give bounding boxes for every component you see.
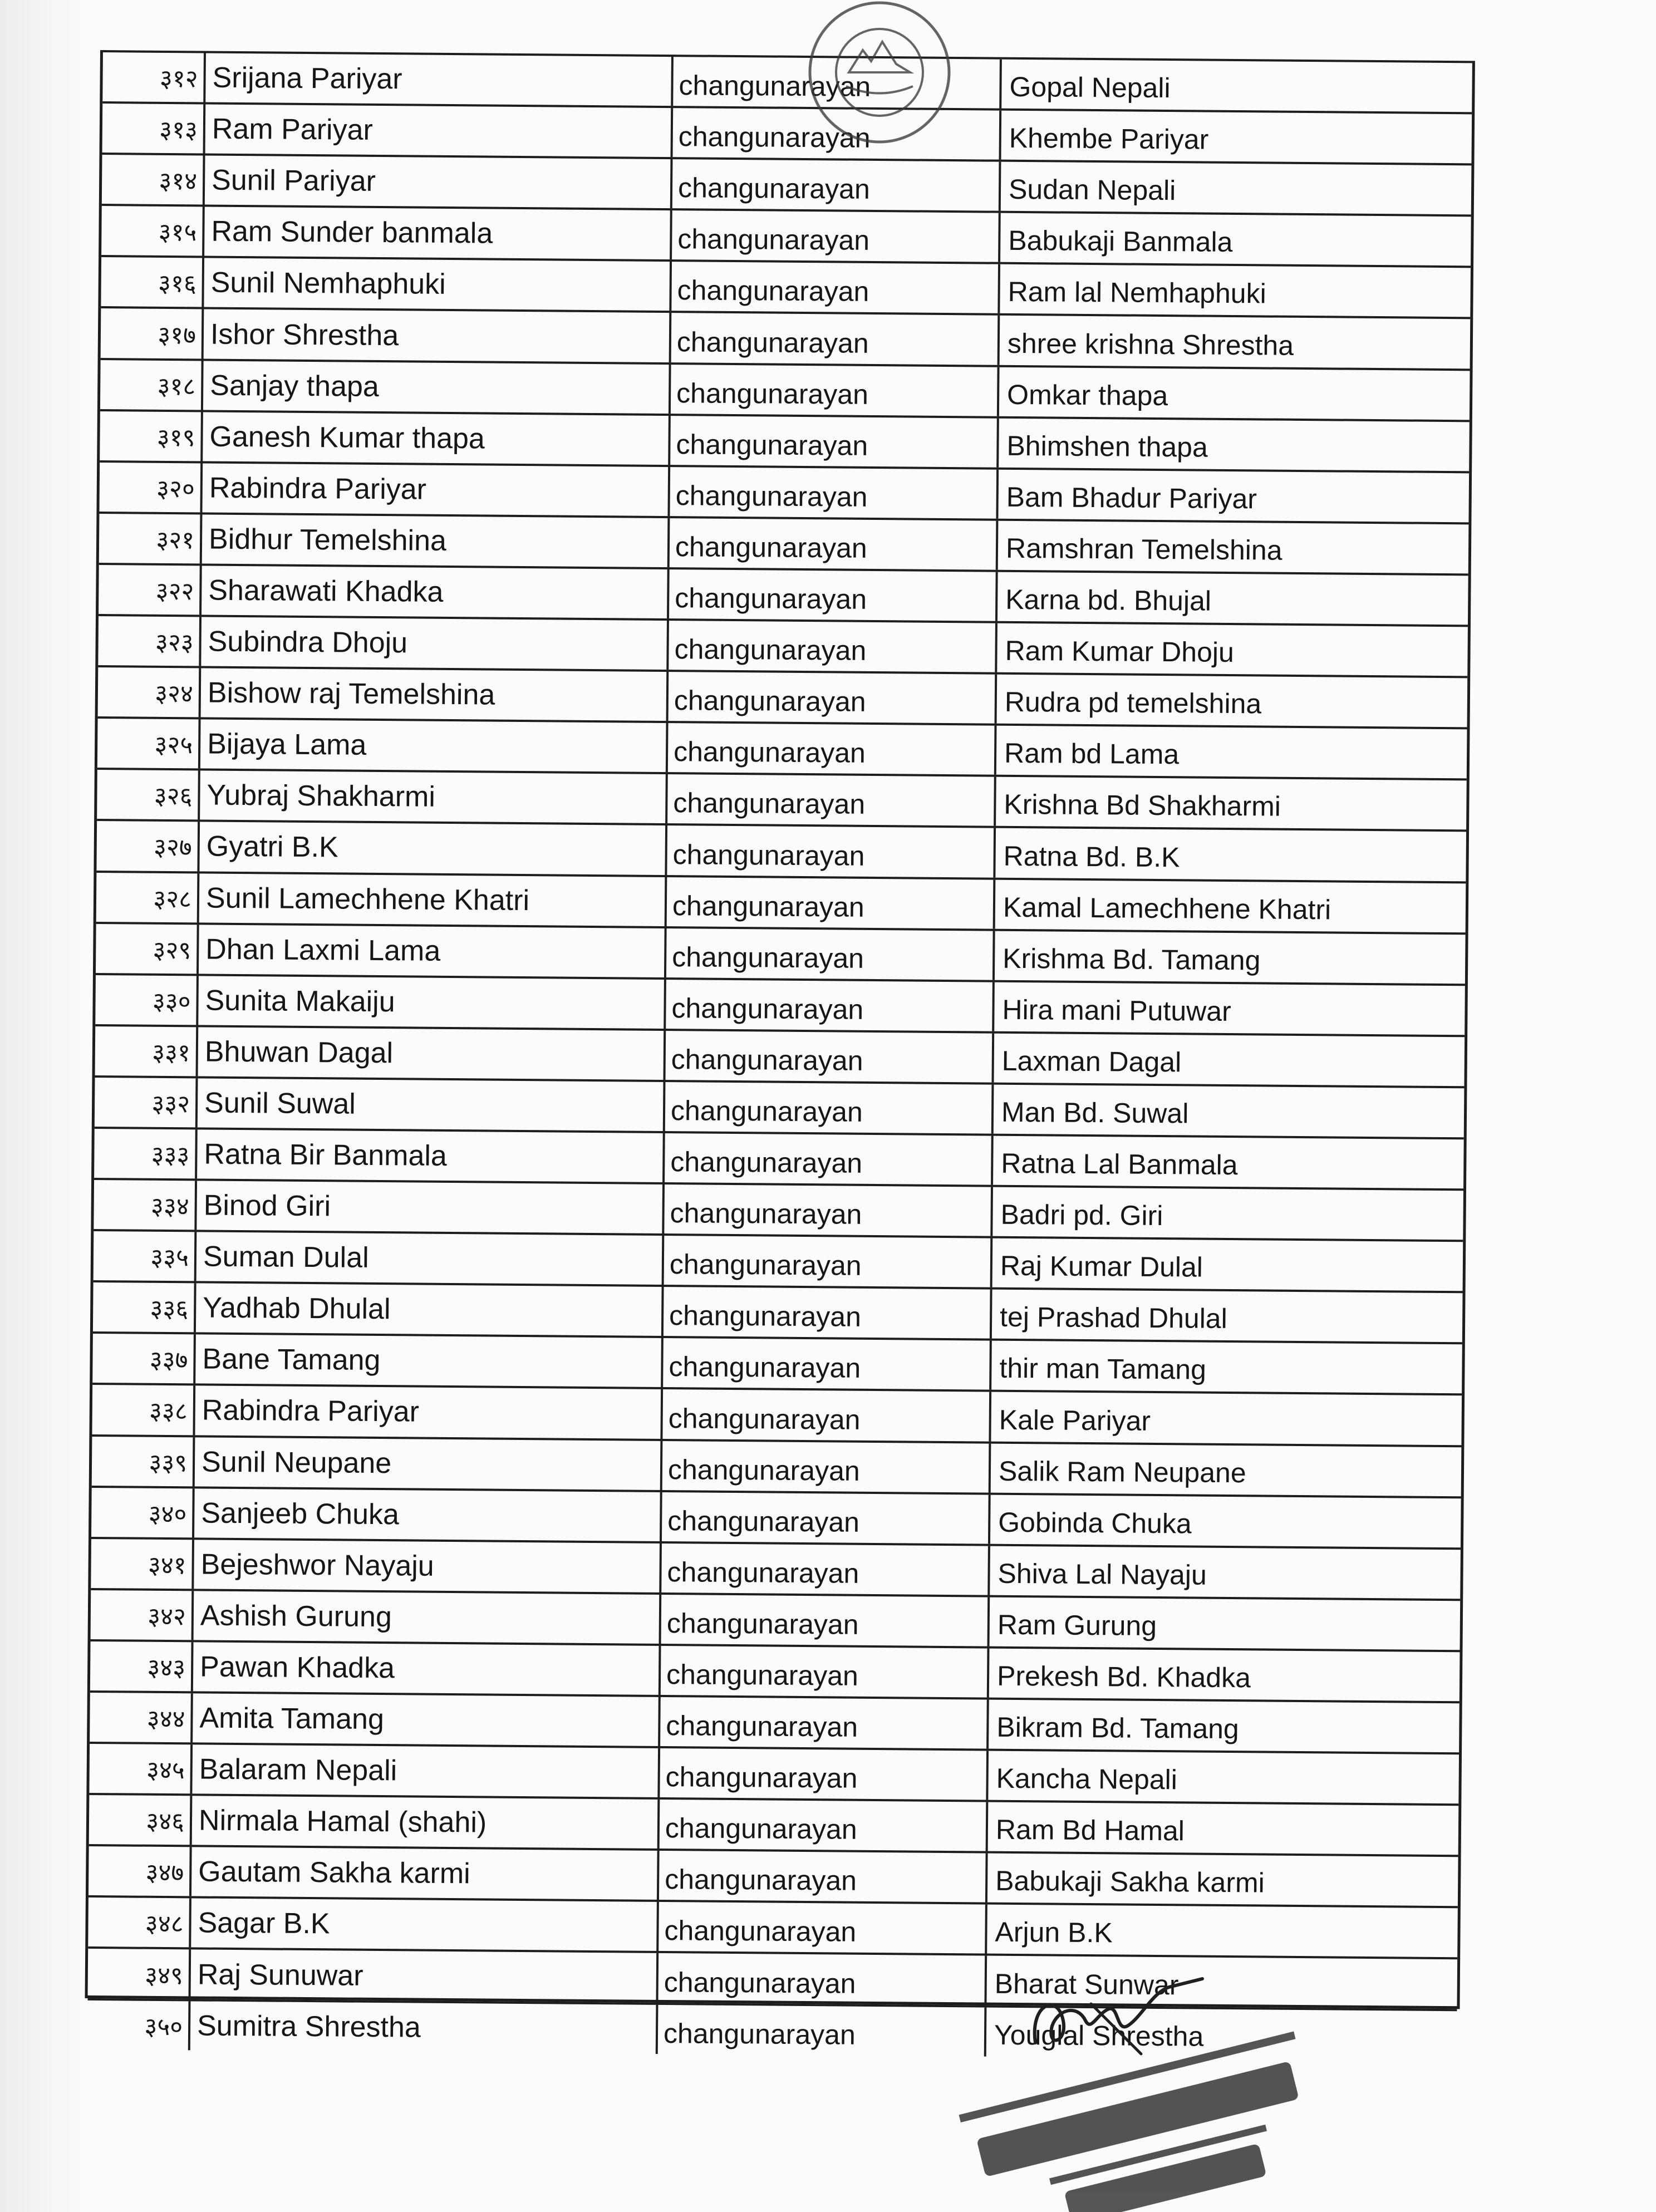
name-cell: Sharawati Khadka	[202, 566, 670, 618]
guardian-name-cell: Prekesh Bd. Khadka	[996, 1660, 1251, 1694]
table-row	[94, 1178, 1463, 1240]
guardian-name-cell: Ram Bd Hamal	[995, 1814, 1185, 1847]
address-cell: changunarayan	[661, 1595, 990, 1646]
name-cell: Ashish Gurung	[194, 1591, 662, 1644]
address-cell: changunarayan	[662, 1389, 991, 1441]
beneficiary-table	[85, 50, 1475, 2052]
address-cell: changunarayan	[665, 1133, 994, 1185]
name-cell: Yadhab Dhulal	[196, 1284, 664, 1336]
serial-number-cell: ३४०	[91, 1488, 195, 1538]
name-cell: Bijaya Lama	[200, 720, 669, 773]
name-cell: Sunil Nemhaphuki	[204, 258, 672, 311]
table-row	[90, 1639, 1460, 1701]
name-cell: Binod Giri	[196, 1181, 665, 1233]
table-row	[92, 1331, 1462, 1393]
address-cell: changunarayan	[668, 723, 997, 775]
guardian-name-cell: Bhimshen thapa	[1006, 430, 1208, 463]
serial-number-cell: ३२२	[99, 565, 202, 615]
address-cell: changunarayan	[670, 416, 999, 468]
address-cell: changunarayan	[666, 980, 995, 1031]
serial-number-cell: ३१३	[102, 104, 206, 154]
serial-number-cell: ३२३	[98, 616, 202, 666]
address-cell: changunarayan	[661, 1646, 990, 1698]
guardian-name-cell: Rudra pd temelshina	[1004, 686, 1262, 720]
name-cell: Srijana Pariyar	[205, 53, 674, 106]
address-cell: changunarayan	[667, 825, 996, 877]
guardian-name-cell: Bikram Bd. Tamang	[996, 1711, 1239, 1745]
name-cell: Ishor Shrestha	[204, 309, 672, 362]
serial-number-cell: ३१५	[101, 206, 205, 256]
table-row	[96, 870, 1466, 932]
guardian-name-cell: tej Prashad Dhulal	[999, 1301, 1227, 1335]
table-row	[100, 358, 1470, 420]
address-cell: changunarayan	[664, 1287, 992, 1339]
table-row	[101, 255, 1471, 317]
table-row	[89, 1844, 1458, 1906]
address-cell: changunarayan	[671, 313, 1000, 365]
table-row	[91, 1486, 1461, 1547]
serial-number-cell: ३३३	[94, 1129, 198, 1179]
name-cell: Sunita Makaiju	[198, 976, 666, 1029]
name-cell: Subindra Dhoju	[201, 617, 669, 670]
serial-number-cell: ३४८	[88, 1898, 191, 1948]
address-cell: changunarayan	[671, 365, 1000, 416]
guardian-name-cell: Ram lal Nemhaphuki	[1008, 276, 1266, 309]
guardian-name-cell: Sudan Nepali	[1008, 174, 1176, 207]
table-row	[94, 1127, 1464, 1188]
address-cell: changunarayan	[666, 928, 995, 980]
serial-number-cell: ३४५	[89, 1744, 193, 1794]
name-cell: Suman Dulal	[196, 1232, 665, 1285]
name-cell: Balaram Nepali	[192, 1744, 660, 1797]
table-row	[97, 768, 1467, 829]
serial-number-cell: ३४९	[88, 1949, 191, 1999]
address-cell: changunarayan	[660, 1748, 989, 1800]
address-cell: changunarayan	[659, 1851, 988, 1903]
table-row	[96, 922, 1466, 984]
name-cell: Bishow raj Temelshina	[201, 668, 669, 721]
name-cell: Ram Sunder banmala	[204, 207, 672, 260]
name-cell: Nirmala Hamal (shahi)	[192, 1796, 660, 1849]
serial-number-cell: ३४१	[91, 1539, 194, 1589]
table-row	[99, 460, 1469, 522]
name-cell: Sanjay thapa	[203, 361, 671, 414]
name-cell: Ganesh Kumar thapa	[203, 412, 671, 465]
address-cell: changunarayan	[660, 1800, 989, 1851]
guardian-name-cell: shree krishna Shrestha	[1007, 327, 1294, 361]
serial-number-cell: ३२५	[97, 719, 201, 769]
name-cell: Ratna Bir Banmala	[197, 1129, 665, 1182]
table-row	[100, 409, 1470, 471]
name-cell: Sanjeeb Chuka	[194, 1488, 662, 1541]
table-row	[99, 563, 1468, 625]
serial-number-cell: ३४२	[91, 1590, 194, 1640]
guardian-name-cell: Babukaji Banmala	[1008, 225, 1233, 258]
table-row	[99, 512, 1469, 573]
serial-number-cell: ३२७	[96, 821, 200, 871]
name-cell: Pawan Khadka	[193, 1642, 661, 1695]
table-row	[92, 1383, 1462, 1444]
guardian-name-cell: Karna bd. Bhujal	[1005, 583, 1212, 617]
serial-number-cell: ३३९	[92, 1436, 195, 1486]
serial-number-cell: ३२१	[99, 514, 203, 564]
serial-number-cell: ३२४	[98, 667, 202, 717]
name-cell: Sunil Pariyar	[205, 156, 673, 209]
table-row	[98, 614, 1468, 676]
page-edge-shadow	[0, 0, 83, 2212]
name-cell: Rabindra Pariyar	[202, 463, 670, 516]
name-cell: Bidhur Temelshina	[202, 514, 670, 567]
serial-number-cell: ३५०	[87, 2000, 191, 2050]
serial-number-cell: ३३६	[93, 1282, 196, 1333]
guardian-name-cell: thir man Tamang	[999, 1353, 1207, 1386]
guardian-name-cell: Hira mani Putuwar	[1002, 994, 1231, 1027]
guardian-name-cell: Ratna Bd. B.K	[1003, 840, 1180, 873]
serial-number-cell: ३२६	[97, 770, 200, 820]
name-cell: Bhuwan Dagal	[198, 1027, 666, 1080]
guardian-name-cell: Gopal Nepali	[1009, 71, 1171, 104]
table-row	[95, 1075, 1465, 1137]
table-row	[88, 1946, 1458, 2008]
name-cell: Bane Tamang	[195, 1335, 664, 1388]
address-cell: changunarayan	[667, 774, 996, 826]
serial-number-cell: ३३१	[95, 1026, 199, 1076]
serial-number-cell: ३१९	[100, 411, 203, 461]
guardian-name-cell: Khembe Pariyar	[1009, 122, 1209, 155]
table-row	[94, 1229, 1463, 1291]
serial-number-cell: ३३५	[94, 1231, 197, 1281]
address-cell: changunarayan	[669, 621, 997, 672]
address-cell: changunarayan	[672, 159, 1001, 211]
name-cell: Amita Tamang	[193, 1693, 661, 1746]
address-cell: changunarayan	[664, 1184, 993, 1236]
address-cell: changunarayan	[664, 1236, 993, 1287]
name-cell: Ram Pariyar	[205, 105, 674, 158]
address-cell: changunarayan	[662, 1492, 991, 1544]
address-cell: changunarayan	[658, 1953, 987, 2005]
serial-number-cell: ३४४	[90, 1693, 193, 1743]
guardian-name-cell: Krishma Bd. Tamang	[1003, 942, 1261, 976]
address-cell: changunarayan	[673, 57, 1002, 109]
serial-number-cell: ३३४	[94, 1180, 197, 1230]
table-row	[88, 1895, 1458, 1957]
table-row	[96, 819, 1466, 881]
address-cell: changunarayan	[663, 1338, 992, 1390]
guardian-name-cell: Kamal Lamechhene Khatri	[1003, 891, 1331, 926]
guardian-name-cell: Kale Pariyar	[999, 1404, 1151, 1437]
guardian-name-cell: Youglal Shrestha	[994, 2019, 1204, 2052]
address-cell: changunarayan	[660, 1697, 989, 1749]
guardian-name-cell: Laxman Dagal	[1001, 1045, 1182, 1078]
name-cell: Gyatri B.K	[199, 822, 667, 875]
serial-number-cell: ३२९	[96, 924, 199, 974]
serial-number-cell: ३३०	[95, 975, 199, 1025]
address-cell: changunarayan	[662, 1441, 991, 1493]
guardian-name-cell: Ratna Lal Banmala	[1001, 1147, 1238, 1181]
serial-number-cell: ३१६	[101, 257, 204, 307]
guardian-name-cell: Arjun B.K	[995, 1916, 1113, 1949]
name-cell: Sunil Neupane	[195, 1437, 663, 1490]
serial-number-cell: ३३८	[92, 1385, 195, 1435]
serial-number-cell: ३४७	[89, 1846, 192, 1896]
name-cell: Sagar B.K	[191, 1899, 659, 1952]
name-cell: Rabindra Pariyar	[195, 1386, 663, 1439]
address-cell: changunarayan	[673, 108, 1002, 160]
table-row	[91, 1588, 1461, 1650]
table-row	[97, 716, 1467, 778]
address-cell: changunarayan	[671, 262, 1000, 313]
address-cell: changunarayan	[669, 569, 998, 621]
name-cell: Bejeshwor Nayaju	[194, 1540, 662, 1592]
serial-number-cell: ३४३	[90, 1641, 194, 1692]
name-cell: Sumitra Shrestha	[190, 2001, 659, 2054]
serial-number-cell: ३३७	[92, 1334, 196, 1384]
table-row	[93, 1280, 1463, 1342]
address-cell: changunarayan	[665, 1082, 994, 1134]
name-cell: Sunil Lamechhene Khatri	[199, 873, 667, 926]
table-row	[92, 1434, 1462, 1496]
serial-number-cell: ३४६	[89, 1795, 193, 1845]
guardian-name-cell: Bam Bhadur Pariyar	[1006, 481, 1257, 515]
guardian-name-cell: Shiva Lal Nayaju	[997, 1557, 1207, 1591]
guardian-name-cell: Ram Kumar Dhoju	[1005, 635, 1235, 668]
municipality-seal	[757, 0, 1002, 234]
guardian-name-cell: Babukaji Sakha karmi	[995, 1865, 1265, 1899]
table-row	[89, 1742, 1459, 1803]
address-cell: changunarayan	[670, 467, 999, 519]
serial-number-cell: ३१७	[101, 308, 204, 358]
address-cell: changunarayan	[658, 2005, 987, 2057]
address-cell: changunarayan	[659, 1902, 987, 1954]
guardian-name-cell: Man Bd. Suwal	[1001, 1096, 1189, 1129]
serial-number-cell: ३१२	[102, 52, 206, 102]
guardian-name-cell: Krishna Bd Shakharmi	[1004, 789, 1281, 823]
guardian-name-cell: Badri pd. Giri	[1000, 1198, 1163, 1232]
address-cell: changunarayan	[670, 518, 999, 570]
table-row	[91, 1537, 1461, 1599]
guardian-name-cell: Salik Ram Neupane	[998, 1455, 1246, 1488]
officer-name-stamp	[946, 2004, 1336, 2212]
address-cell: changunarayan	[672, 210, 1001, 262]
table-row	[101, 306, 1471, 368]
table-row	[95, 973, 1465, 1035]
serial-number-cell: ३३२	[95, 1078, 198, 1128]
serial-number-cell: ३१४	[102, 155, 205, 205]
name-cell: Gautam Sakha karmi	[191, 1847, 660, 1900]
name-cell: Yubraj Shakharmi	[200, 771, 668, 824]
name-cell: Sunil Suwal	[198, 1078, 666, 1131]
table-row	[98, 665, 1468, 727]
guardian-name-cell: Ramshran Temelshina	[1005, 532, 1282, 566]
table-row	[95, 1024, 1465, 1086]
guardian-name-cell: Ram Gurung	[997, 1609, 1157, 1641]
name-cell: Dhan Laxmi Lama	[199, 925, 667, 977]
serial-number-cell: ३२८	[96, 872, 200, 922]
name-cell: Raj Sunuwar	[191, 1950, 659, 2003]
guardian-name-cell: Ram bd Lama	[1004, 738, 1180, 770]
guardian-name-cell: Kancha Nepali	[996, 1762, 1178, 1796]
guardian-name-cell: Gobinda Chuka	[998, 1506, 1192, 1540]
serial-number-cell: ३१८	[100, 360, 204, 410]
guardian-name-cell: Omkar thapa	[1006, 379, 1168, 411]
guardian-name-cell: Bharat Sunwar	[994, 1968, 1179, 2000]
address-cell: changunarayan	[661, 1544, 990, 1595]
guardian-name-cell: Raj Kumar Dulal	[1000, 1250, 1203, 1283]
serial-number-cell: ३२०	[99, 463, 203, 513]
table-row	[89, 1793, 1459, 1855]
address-cell: changunarayan	[669, 672, 997, 724]
table-row	[90, 1690, 1460, 1752]
address-cell: changunarayan	[667, 877, 996, 929]
address-cell: changunarayan	[666, 1031, 995, 1083]
